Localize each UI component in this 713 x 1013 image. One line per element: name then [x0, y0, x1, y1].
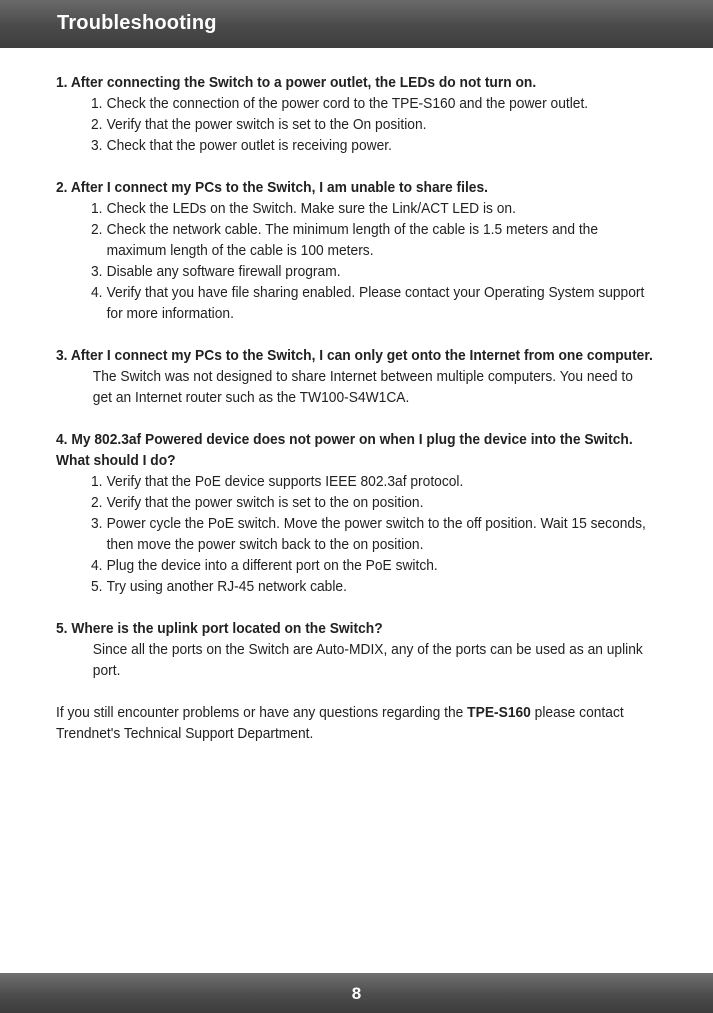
question-title: 5. Where is the uplink port located on the Switch?	[56, 620, 383, 637]
header-bar	[0, 0, 713, 48]
step-text: Verify that the power switch is set to the On position.	[106, 116, 427, 133]
step-item	[56, 576, 656, 597]
step-number: 1.	[90, 200, 103, 217]
step-text: Check that the power outlet is receiving power.	[106, 137, 392, 154]
faq-section-1	[56, 72, 656, 156]
question-title: 2. After I connect my PCs to the Switch, I am unable to share files.	[56, 179, 488, 196]
step-number: 2.	[90, 494, 103, 511]
product-model: TPE-S160	[467, 704, 531, 721]
step-item	[56, 93, 656, 114]
step-item	[56, 471, 656, 492]
closing-text-end: please contact Trendnet's Technical Support Department.	[56, 704, 624, 742]
step-number: 4.	[90, 284, 103, 301]
question-title: 4. My 802.3af Powered device does not power on when I plug the device into the Switch. What should I do?	[56, 431, 633, 469]
faq-section-4	[56, 429, 656, 597]
step-number: 1.	[90, 95, 103, 112]
step-number: 3.	[90, 137, 103, 154]
step-text: Verify that you have file sharing enabled. Please contact your Operating System support for more information.	[106, 284, 645, 322]
step-text: Check the network cable. The minimum length of the cable is 1.5 meters and the maximum length of the cable is 100 meters.	[106, 221, 599, 259]
step-number: 3.	[90, 263, 103, 280]
troubleshooting-content	[56, 72, 653, 744]
step-number: 2.	[90, 221, 103, 238]
step-number: 1.	[90, 473, 103, 490]
step-number: 2.	[90, 116, 103, 133]
page-title: Troubleshooting	[57, 12, 217, 34]
question-title: 1. After connecting the Switch to a power outlet, the LEDs do not turn on.	[56, 74, 537, 91]
step-item	[56, 555, 656, 576]
answer-text: The Switch was not designed to share Internet between multiple computers. You need to get an Internet router such as the TW100-S4W1CA.	[92, 368, 633, 406]
closing-note	[56, 702, 656, 744]
step-item	[56, 114, 656, 135]
faq-section-2	[56, 177, 656, 324]
faq-section-5	[56, 618, 656, 681]
closing-text-start: If you still encounter problems or have any questions regarding the	[56, 704, 468, 721]
step-item	[56, 261, 656, 282]
footer-bar	[0, 973, 713, 1013]
question-title: 3. After I connect my PCs to the Switch, I can only get onto the Internet from one computer.	[56, 347, 653, 364]
step-text: Power cycle the PoE switch. Move the power switch to the off position. Wait 15 seconds, then move the power switch back to the on position.	[106, 515, 646, 553]
step-text: Check the connection of the power cord to the TPE-S160 and the power outlet.	[106, 95, 589, 112]
step-item	[56, 198, 656, 219]
faq-section-3	[56, 345, 656, 408]
step-number: 5.	[90, 578, 103, 595]
step-number: 4.	[90, 557, 103, 574]
step-text: Disable any software firewall program.	[106, 263, 341, 280]
step-item	[56, 492, 656, 513]
answer-text: Since all the ports on the Switch are Auto-MDIX, any of the ports can be used as an uplink port.	[92, 641, 643, 679]
step-item	[56, 219, 656, 261]
step-text: Plug the device into a different port on the PoE switch.	[106, 557, 438, 574]
step-item	[56, 135, 656, 156]
step-text: Try using another RJ-45 network cable.	[106, 578, 347, 595]
page-number: 8	[351, 984, 362, 1003]
step-text: Verify that the power switch is set to the on position.	[106, 494, 424, 511]
step-number: 3.	[90, 515, 103, 532]
step-text: Verify that the PoE device supports IEEE 802.3af protocol.	[106, 473, 464, 490]
step-item	[56, 282, 656, 324]
step-text: Check the LEDs on the Switch. Make sure the Link/ACT LED is on.	[106, 200, 516, 217]
step-item	[56, 513, 656, 555]
